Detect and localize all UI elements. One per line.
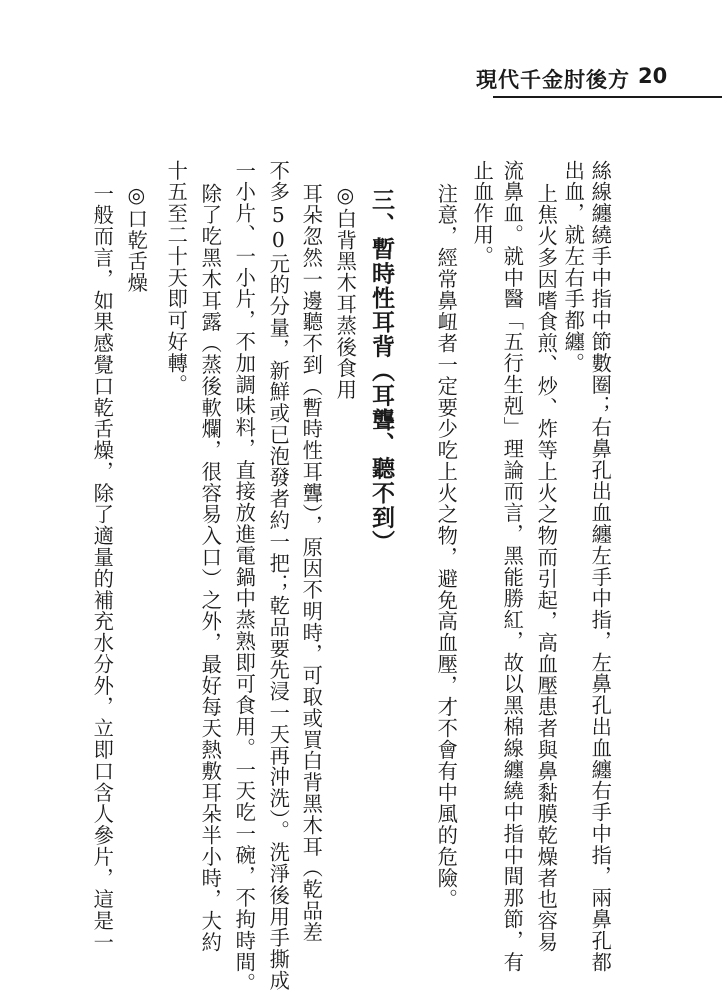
text-column: 上焦火多因嗜食煎、炒、炸等上火之物而引起，高血壓患者與鼻黏膜乾燥者也容易 <box>534 183 559 954</box>
text-column: 十五至二十天即可好轉。 <box>164 160 189 396</box>
page-number: 20 <box>638 64 668 88</box>
text-column: 一小片、一小片，不加調味料，直接放進電鍋中蒸熟即可食用。一天吃一碗，不拘時間。 <box>232 160 257 995</box>
text-column: 止血作用。 <box>470 160 495 267</box>
section-heading: 三、暫時性耳背（耳聾、聽不到） <box>368 188 394 554</box>
text-column: 耳朵忽然一邊聽不到（暫時性耳聾），原因不明時，可取或買白背黑木耳（乾品差 <box>299 183 324 943</box>
text-column: 流鼻血。就中醫「五行生剋」理論而言，黑能勝紅，故以黑棉線纏繞中指中間那節，有 <box>500 160 525 973</box>
text-column: 除了吃黑木耳露（蒸後軟爛，很容易入口）之外，最好每天熱敷耳朵半小時，大約 <box>198 183 223 954</box>
text-column: 不多50元的分量，新鮮或已泡發者約一把；乾品要先浸一天再沖洗）。洗淨後用手撕成 <box>266 160 291 992</box>
subsection-heading: ◎白背黑木耳蒸後食用 <box>333 183 358 401</box>
header-rule <box>493 96 722 98</box>
book-title: 現代千金肘後方 <box>476 68 630 92</box>
text-column: 一般而言，如果感覺口乾舌燥，除了適量的補充水分外，立即口含人參片，這是一 <box>90 183 115 954</box>
subsection-heading: ◎口乾舌燥 <box>124 183 149 294</box>
text-column: 出血，就左右手都纏。 <box>561 160 586 374</box>
text-column: 絲線纏繞手中指中節數圈；右鼻孔出血纏左手中指，左鼻孔出血纏右手中指，兩鼻孔都 <box>588 160 613 973</box>
text-column: 注意，經常鼻衄者一定要少吃上火之物，避免高血壓，才不會有中風的危險。 <box>434 183 459 911</box>
